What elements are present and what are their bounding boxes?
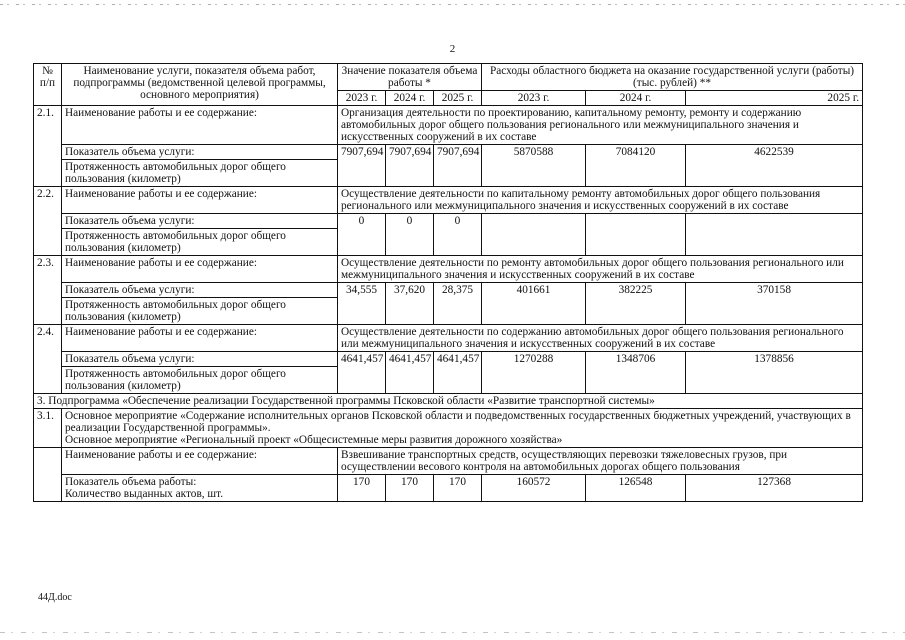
work-content: Взвешивание транспортных средств, осуществляющих перевозки тяжеловесных грузов, при осуществлении весового контроля на автомобильных дорогах общего пользования [338,448,863,475]
indicator-count-cell [62,475,338,502]
expense-2023: 1270288 [482,352,586,394]
volume-2024: 0 [386,214,434,256]
work-content: Осуществление деятельности по ремонту автомобильных дорог общего пользования регионального или межмуниципального значения и искусственных сооружений в их составе [338,256,863,283]
section-num: 3.1. [34,409,62,448]
table-row [34,475,863,502]
section-num: 2.4. [34,325,62,394]
volume-2024: 170 [386,475,434,502]
header-year-vol-2025: 2025 г. [434,91,482,106]
main-activity-line-2: Основное мероприятие «Региональный проект «Общесистемные меры развития дорожного хозяйства» [65,434,563,446]
volume-2025: 7907,694 [434,145,482,187]
table-row [34,187,863,214]
scan-artifact-bottom [0,632,905,633]
indicator-label: Показатель объема услуги: [62,145,338,160]
volume-2025: 28,375 [434,283,482,325]
file-label: 44Д.doc [38,592,72,603]
count-label: Количество выданных актов, шт. [65,488,224,500]
section-num: 2.2. [34,187,62,256]
main-activity [62,409,863,448]
header-year-exp-2023: 2023 г. [482,91,586,106]
table-row [34,448,863,475]
length-label: Протяженность автомобильных дорог общего пользования (километр) [62,298,338,325]
volume-2023: 4641,457 [338,352,386,394]
section-num: 2.1. [34,106,62,187]
header-volume: Значение показателя объема работы * [338,64,482,91]
volume-2023: 34,555 [338,283,386,325]
indicator-label: Показатель объема услуги: [62,352,338,367]
expense-2023: 160572 [482,475,586,502]
work-name-label: Наименование работы и ее содержание: [62,448,338,475]
expense-2023: 5870588 [482,145,586,187]
indicator-label: Показатель объема услуги: [62,214,338,229]
table-row [34,214,863,229]
header-expenses: Расходы областного бюджета на оказание государственной услуги (работы) (тыс. рублей) ** [482,64,863,91]
expense-2024: 126548 [586,475,686,502]
budget-table [33,63,863,502]
expense-2025: 4622539 [686,145,863,187]
volume-2025: 0 [434,214,482,256]
header-row [34,64,863,91]
work-name-label: Наименование работы и ее содержание: [62,256,338,283]
work-name-label: Наименование работы и ее содержание: [62,325,338,352]
header-year-vol-2023: 2023 г. [338,91,386,106]
length-label: Протяженность автомобильных дорог общего пользования (километр) [62,367,338,394]
expense-2025: 1378856 [686,352,863,394]
work-name-label: Наименование работы и ее содержание: [62,106,338,145]
subprogram-row [34,394,863,409]
length-label: Протяженность автомобильных дорог общего пользования (километр) [62,229,338,256]
expense-2024: 7084120 [586,145,686,187]
main-activity-line-1: Основное мероприятие «Содержание исполнительных органов Псковской области и подведомственных государственных бюджетных учреждений, участвующих в реализации Государственной программы». [65,410,851,434]
expense-2024: 1348706 [586,352,686,394]
work-content: Организация деятельности по проектированию, капитальному ремонту, ремонту и содержанию автомобильных дорог общего пользования регионального или межмуниципального значения и искусственных сооружений в их составе [338,106,863,145]
subprogram-title: 3. Подпрограмма «Обеспечение реализации Государственной программы Псковской области «Развитие транспортной системы» [34,394,863,409]
indicator-label: Показатель объема услуги: [62,283,338,298]
scan-artifact-top [0,4,905,5]
header-year-exp-2024: 2024 г. [586,91,686,106]
expense-2023: 401661 [482,283,586,325]
expense-2025: 127368 [686,475,863,502]
volume-2023: 170 [338,475,386,502]
table-row [34,256,863,283]
page-number: 2 [449,43,456,55]
volume-2025: 170 [434,475,482,502]
empty-cell [34,448,62,502]
section-num: 2.3. [34,256,62,325]
volume-2024: 7907,694 [386,145,434,187]
volume-2023: 7907,694 [338,145,386,187]
expense-2025: 370158 [686,283,863,325]
work-content: Осуществление деятельности по капитальному ремонту автомобильных дорог общего пользования регионального или межмуниципального значения и искусственных сооружений в их составе [338,187,863,214]
work-content: Осуществление деятельности по содержанию автомобильных дорог общего пользования регионального или межмуниципального значения и искусственных сооружений в их составе [338,325,863,352]
volume-2024: 4641,457 [386,352,434,394]
header-name: Наименование услуги, показателя объема работ, подпрограммы (ведомственной целевой программы, основного мероприятия) [62,64,338,106]
header-year-vol-2024: 2024 г. [386,91,434,106]
indicator-label: Показатель объема работы: [65,476,197,488]
volume-2025: 4641,457 [434,352,482,394]
volume-2023: 0 [338,214,386,256]
table-row [34,325,863,352]
table-row [34,283,863,298]
header-num: № п/п [34,64,62,106]
table-row [34,352,863,367]
expense-2023 [482,214,586,256]
expense-2024 [586,214,686,256]
table-row [34,145,863,160]
table-row [34,106,863,145]
header-year-exp-2025: 2025 г. [686,91,863,106]
expense-2024: 382225 [586,283,686,325]
length-label: Протяженность автомобильных дорог общего пользования (километр) [62,160,338,187]
work-name-label: Наименование работы и ее содержание: [62,187,338,214]
expense-2025 [686,214,863,256]
table-row [34,409,863,448]
volume-2024: 37,620 [386,283,434,325]
